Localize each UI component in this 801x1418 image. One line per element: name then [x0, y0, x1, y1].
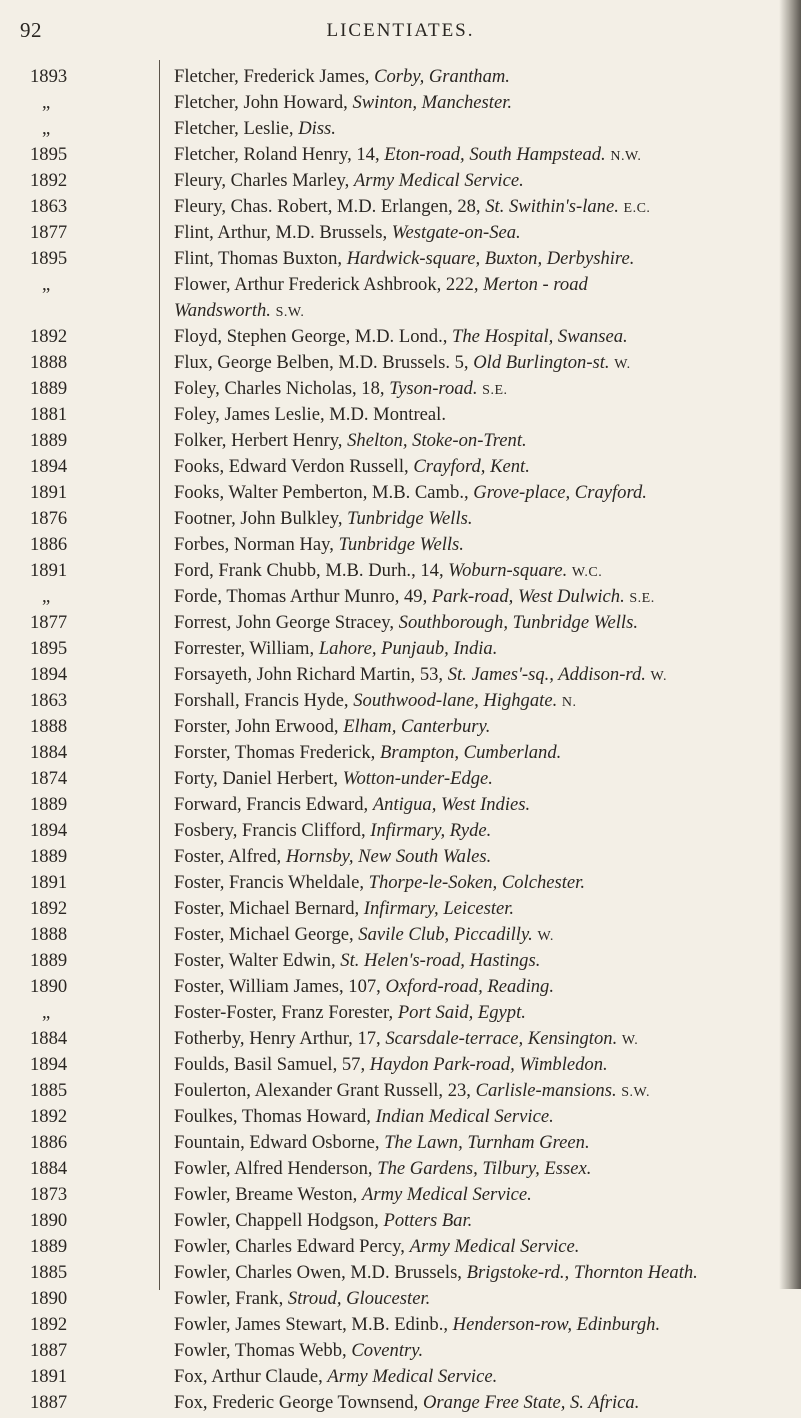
list-item [0, 870, 801, 896]
entry-address: Orange Free State, S. Africa. [423, 1392, 640, 1413]
entry-year: 1884 [30, 742, 68, 763]
list-item [0, 246, 801, 272]
entry-text [160, 610, 780, 638]
entry-address: Tyson-road. [389, 378, 478, 399]
entry-text [160, 402, 780, 430]
entry-name: Fowler, Alfred Henderson, [174, 1158, 373, 1179]
entry-text [160, 116, 780, 144]
entry-address: Wandsworth. [174, 300, 271, 321]
entry-text [160, 454, 780, 482]
entry-text [160, 1312, 780, 1340]
entry-text [160, 142, 780, 170]
entry-address: St. Swithin's-lane. [485, 196, 619, 217]
entry-text [160, 1286, 780, 1314]
entry-postal-district: N.W. [610, 149, 642, 164]
entry-year: 1888 [30, 924, 68, 945]
list-item [0, 896, 801, 922]
entry-year: 1886 [30, 534, 68, 555]
entry-text [160, 64, 780, 92]
entry-text [160, 428, 780, 456]
entry-year: 1890 [30, 1288, 68, 1309]
list-item [0, 142, 801, 168]
entry-address: Diss. [298, 118, 336, 139]
entry-year: 1863 [30, 690, 68, 711]
entry-year: 1884 [30, 1158, 68, 1179]
entry-text [160, 714, 780, 742]
entry-name: Forster, John Erwood, [174, 716, 339, 737]
entry-name: Fooks, Edward Verdon Russell, [174, 456, 409, 477]
entry-text [160, 948, 780, 976]
entry-year: 1894 [30, 820, 68, 841]
list-item [0, 90, 801, 116]
page-number: 92 [20, 18, 42, 42]
entry-address: Port Said, Egypt. [397, 1002, 526, 1023]
list-item [0, 1000, 801, 1026]
entry-text [160, 584, 780, 612]
list-item [0, 792, 801, 818]
entry-address: Hornsby, New South Wales. [285, 846, 492, 867]
entry-text [160, 246, 780, 274]
entry-year: 1890 [30, 976, 68, 997]
entry-text [160, 272, 780, 300]
entry-address: Thorpe-le-Soken, Colchester. [368, 872, 585, 893]
entry-year: 1888 [30, 352, 68, 373]
entry-address: Woburn-square. [448, 560, 568, 581]
entry-address: Army Medical Service. [361, 1184, 532, 1205]
list-item [0, 688, 801, 714]
list-item [0, 194, 801, 220]
entry-text [160, 1260, 780, 1288]
entry-name: Fowler, Frank, [174, 1288, 284, 1309]
entry-text [160, 194, 780, 222]
entry-year: 1889 [30, 846, 68, 867]
list-item [0, 1338, 801, 1364]
entry-text [160, 740, 780, 768]
entry-address: Army Medical Service. [327, 1366, 498, 1387]
entry-address: Brigstoke-rd., Thornton Heath. [466, 1262, 698, 1283]
list-item [0, 558, 801, 584]
entry-name: Forty, Daniel Herbert, [174, 768, 339, 789]
entry-year: „ [42, 586, 51, 607]
list-item [0, 298, 801, 324]
entry-address: Shelton, Stoke-on-Trent. [347, 430, 527, 451]
entry-address: St. James'-sq., Addison-rd. [447, 664, 646, 685]
list-item [0, 610, 801, 636]
entry-year: 1887 [30, 1340, 68, 1361]
list-item [0, 350, 801, 376]
entry-text [160, 1000, 780, 1028]
entry-address: Henderson-row, Edinburgh. [452, 1314, 661, 1335]
entry-name: Fowler, Charles Owen, M.D. Brussels, [174, 1262, 462, 1283]
entry-text [160, 506, 780, 534]
entry-name: Folker, Herbert Henry, [174, 430, 343, 451]
list-item [0, 1182, 801, 1208]
entry-postal-district: W.C. [571, 565, 603, 580]
entry-name: Foster, Alfred, [174, 846, 282, 867]
entry-address: Southborough, Tunbridge Wells. [398, 612, 638, 633]
entry-name: Fountain, Edward Osborne, [174, 1132, 380, 1153]
entry-year: 1891 [30, 872, 68, 893]
entry-postal-district: S.W. [275, 305, 305, 320]
entry-address: Lahore, Punjaub, India. [318, 638, 498, 659]
entry-year: 1885 [30, 1262, 68, 1283]
entry-address: Corby, Grantham. [374, 66, 510, 87]
list-item [0, 480, 801, 506]
list-item [0, 428, 801, 454]
entry-year: 1892 [30, 170, 68, 191]
entry-text [160, 1156, 780, 1184]
entry-address: Tunbridge Wells. [338, 534, 464, 555]
entry-name: Fosbery, Francis Clifford, [174, 820, 366, 841]
entry-address: St. Helen's-road, Hastings. [340, 950, 541, 971]
entry-year: 1874 [30, 768, 68, 789]
entry-text [160, 662, 780, 690]
entry-address: Savile Club, Piccadilly. [358, 924, 533, 945]
entry-address: Antigua, West Indies. [372, 794, 531, 815]
entry-address: Swinton, Manchester. [352, 92, 513, 113]
list-item [0, 662, 801, 688]
entry-name: Foulerton, Alexander Grant Russell, 23, [174, 1080, 471, 1101]
entry-address: Oxford-road, Reading. [385, 976, 554, 997]
list-item [0, 376, 801, 402]
entry-year: 1873 [30, 1184, 68, 1205]
list-item [0, 402, 801, 428]
entry-address: Carlisle-mansions. [475, 1080, 617, 1101]
list-item [0, 1156, 801, 1182]
entry-name: Forshall, Francis Hyde, [174, 690, 349, 711]
entry-year: 1895 [30, 638, 68, 659]
entry-text [160, 792, 780, 820]
list-item [0, 1390, 801, 1416]
entry-name: Forbes, Norman Hay, [174, 534, 334, 555]
entry-name: Foulkes, Thomas Howard, [174, 1106, 371, 1127]
entry-year: 1877 [30, 222, 68, 243]
list-item [0, 1234, 801, 1260]
entries-list [0, 64, 801, 1416]
running-head: LICENTIATES. [326, 20, 475, 41]
entry-year: 1891 [30, 1366, 68, 1387]
entry-text [160, 558, 780, 586]
entry-name: Foster, Francis Wheldale, [174, 872, 364, 893]
entry-text [160, 376, 780, 404]
entry-text [160, 844, 780, 872]
list-item [0, 948, 801, 974]
entry-year: 1876 [30, 508, 68, 529]
entry-address: Hardwick-square, Buxton, Derbyshire. [346, 248, 635, 269]
entry-address: Army Medical Service. [353, 170, 524, 191]
entry-name: Fowler, Charles Edward Percy, [174, 1236, 405, 1257]
entry-text [160, 1182, 780, 1210]
entry-year: 1892 [30, 1314, 68, 1335]
entry-year: 1889 [30, 1236, 68, 1257]
entry-address: Wotton-under-Edge. [342, 768, 493, 789]
entry-name: Forward, Francis Edward, [174, 794, 369, 815]
entry-name: Fox, Arthur Claude, [174, 1366, 323, 1387]
entry-address: Infirmary, Ryde. [370, 820, 492, 841]
entry-year: 1889 [30, 950, 68, 971]
entry-address: Army Medical Service. [409, 1236, 580, 1257]
entry-name: Foster, Walter Edwin, [174, 950, 336, 971]
entry-year: 1886 [30, 1132, 68, 1153]
entry-year: 1889 [30, 430, 68, 451]
page-edge-shadow [779, 0, 801, 1289]
entry-text [160, 168, 780, 196]
entry-address: Haydon Park-road, Wimbledon. [369, 1054, 608, 1075]
entry-year: 1890 [30, 1210, 68, 1231]
entry-name: Fletcher, Leslie, [174, 118, 294, 139]
entry-name: Fowler, Chappell Hodgson, [174, 1210, 379, 1231]
entry-address: The Hospital, Swansea. [452, 326, 628, 347]
entry-year: 1895 [30, 144, 68, 165]
entry-name: Fletcher, John Howard, [174, 92, 348, 113]
entry-name: Fowler, James Stewart, M.B. Edinb., [174, 1314, 449, 1335]
entry-text [160, 1390, 780, 1418]
list-item [0, 818, 801, 844]
list-item [0, 1052, 801, 1078]
entry-address: Crayford, Kent. [413, 456, 530, 477]
entry-name: Foley, James Leslie, M.D. Montreal. [174, 404, 446, 425]
entry-year: 1888 [30, 716, 68, 737]
entry-text [160, 532, 780, 560]
entry-name: Flint, Arthur, M.D. Brussels, [174, 222, 388, 243]
entry-address: Southwood-lane, Highgate. [353, 690, 558, 711]
list-item [0, 1104, 801, 1130]
entry-name: Foster, Michael George, [174, 924, 354, 945]
entry-name: Foster, Michael Bernard, [174, 898, 360, 919]
entry-address: Brampton, Cumberland. [380, 742, 562, 763]
entry-text [160, 1130, 780, 1158]
list-item [0, 714, 801, 740]
entry-text [160, 1052, 780, 1080]
entry-name: Flower, Arthur Frederick Ashbrook, 222, [174, 274, 479, 295]
entry-name: Fowler, Thomas Webb, [174, 1340, 347, 1361]
entry-postal-district: W. [621, 1033, 639, 1048]
entry-address: Indian Medical Service. [375, 1106, 554, 1127]
entry-address: Scarsdale-terrace, Kensington. [385, 1028, 618, 1049]
entry-address: Stroud, Gloucester. [287, 1288, 431, 1309]
entry-postal-district: S.E. [482, 383, 508, 398]
entry-name: Forde, Thomas Arthur Munro, 49, [174, 586, 428, 607]
entry-text [160, 324, 780, 352]
list-item [0, 636, 801, 662]
entry-address: The Lawn, Turnham Green. [384, 1132, 590, 1153]
entry-name: Fooks, Walter Pemberton, M.B. Camb., [174, 482, 469, 503]
entry-text [160, 1338, 780, 1366]
list-item [0, 64, 801, 90]
entry-text [160, 818, 780, 846]
list-item [0, 584, 801, 610]
entry-name: Ford, Frank Chubb, M.B. Durh., 14, [174, 560, 444, 581]
list-item [0, 1208, 801, 1234]
entry-name: Footner, John Bulkley, [174, 508, 343, 529]
entry-name: Flint, Thomas Buxton, [174, 248, 343, 269]
entry-year: 1895 [30, 248, 68, 269]
entry-year: 1863 [30, 196, 68, 217]
entry-name: Foulds, Basil Samuel, 57, [174, 1054, 366, 1075]
list-item [0, 506, 801, 532]
entry-year: 1892 [30, 326, 68, 347]
entry-name: Fowler, Breame Weston, [174, 1184, 358, 1205]
entry-text [160, 1208, 780, 1236]
entry-name: Forrest, John George Stracey, [174, 612, 394, 633]
entry-year: 1894 [30, 456, 68, 477]
entry-year: „ [42, 92, 51, 113]
list-item [0, 1078, 801, 1104]
list-item [0, 116, 801, 142]
entry-text [160, 1234, 780, 1262]
entry-year: 1892 [30, 898, 68, 919]
entry-address: Tunbridge Wells. [347, 508, 473, 529]
entry-address: Merton - road [483, 274, 588, 295]
entry-postal-district: E.C. [623, 201, 651, 216]
entry-year: 1892 [30, 1106, 68, 1127]
entry-year: 1881 [30, 404, 68, 425]
entry-text [160, 220, 780, 248]
list-item [0, 532, 801, 558]
entry-postal-district: W. [614, 357, 631, 372]
list-item [0, 844, 801, 870]
entry-year: 1889 [30, 378, 68, 399]
entry-text [160, 1364, 780, 1392]
entry-postal-district: S.E. [629, 591, 655, 606]
entry-year: 1893 [30, 66, 68, 87]
entry-year: 1884 [30, 1028, 68, 1049]
entry-text [160, 922, 780, 950]
list-item [0, 974, 801, 1000]
entry-text [160, 1026, 780, 1054]
list-item [0, 324, 801, 350]
entry-name: Fleury, Charles Marley, [174, 170, 350, 191]
entry-name: Forrester, William, [174, 638, 315, 659]
list-item [0, 1130, 801, 1156]
entry-year: 1885 [30, 1080, 68, 1101]
entry-address: Old Burlington-st. [473, 352, 610, 373]
entry-year: „ [42, 118, 51, 139]
list-item [0, 1026, 801, 1052]
entry-name: Fletcher, Roland Henry, 14, [174, 144, 380, 165]
entry-postal-district: W. [537, 929, 554, 944]
entry-text [160, 870, 780, 898]
entry-text [160, 480, 780, 508]
entry-year: 1894 [30, 664, 68, 685]
entry-postal-district: N. [561, 695, 577, 710]
entry-name: Fletcher, Frederick James, [174, 66, 370, 87]
entry-year: 1891 [30, 482, 68, 503]
entry-name: Foster-Foster, Franz Forester, [174, 1002, 394, 1023]
entry-address: Park-road, West Dulwich. [431, 586, 625, 607]
entry-text [160, 1078, 780, 1106]
list-item [0, 220, 801, 246]
list-item [0, 1312, 801, 1338]
entry-year: 1889 [30, 794, 68, 815]
entry-name: Fotherby, Henry Arthur, 17, [174, 1028, 381, 1049]
entry-address: Elham, Canterbury. [343, 716, 491, 737]
entry-text [160, 298, 780, 326]
entry-year: 1894 [30, 1054, 68, 1075]
entry-year: „ [42, 1002, 51, 1023]
entry-text [160, 974, 780, 1002]
entry-name: Fox, Frederic George Townsend, [174, 1392, 419, 1413]
list-item [0, 454, 801, 480]
entry-text [160, 896, 780, 924]
entry-address: Coventry. [351, 1340, 424, 1361]
entry-address: Eton-road, South Hampstead. [384, 144, 606, 165]
entry-name: Foster, William James, 107, [174, 976, 381, 997]
entry-name: Forsayeth, John Richard Martin, 53, [174, 664, 444, 685]
list-item [0, 766, 801, 792]
list-item [0, 1364, 801, 1390]
entry-year: „ [42, 274, 51, 295]
entry-text [160, 1104, 780, 1132]
entry-text [160, 90, 780, 118]
entry-postal-district: W. [650, 669, 667, 684]
entry-year: 1887 [30, 1392, 68, 1413]
entry-address: Infirmary, Leicester. [363, 898, 515, 919]
entry-year: 1891 [30, 560, 68, 581]
list-item [0, 922, 801, 948]
list-item [0, 272, 801, 298]
list-item [0, 740, 801, 766]
entry-postal-district: S.W. [621, 1085, 650, 1100]
entry-text [160, 636, 780, 664]
list-item [0, 168, 801, 194]
list-item [0, 1260, 801, 1286]
entry-text [160, 688, 780, 716]
entry-text [160, 766, 780, 794]
entry-name: Floyd, Stephen George, M.D. Lond., [174, 326, 448, 347]
entry-name: Forster, Thomas Frederick, [174, 742, 376, 763]
entry-name: Foley, Charles Nicholas, 18, [174, 378, 385, 399]
entry-name: Flux, George Belben, M.D. Brussels. 5, [174, 352, 469, 373]
entry-address: Westgate-on-Sea. [391, 222, 521, 243]
entry-address: The Gardens, Tilbury, Essex. [377, 1158, 592, 1179]
entry-address: Potters Bar. [383, 1210, 473, 1231]
entry-name: Fleury, Chas. Robert, M.D. Erlangen, 28, [174, 196, 481, 217]
entry-address: Grove-place, Crayford. [473, 482, 647, 503]
list-item [0, 1286, 801, 1312]
entry-text [160, 350, 780, 378]
entry-year: 1877 [30, 612, 68, 633]
